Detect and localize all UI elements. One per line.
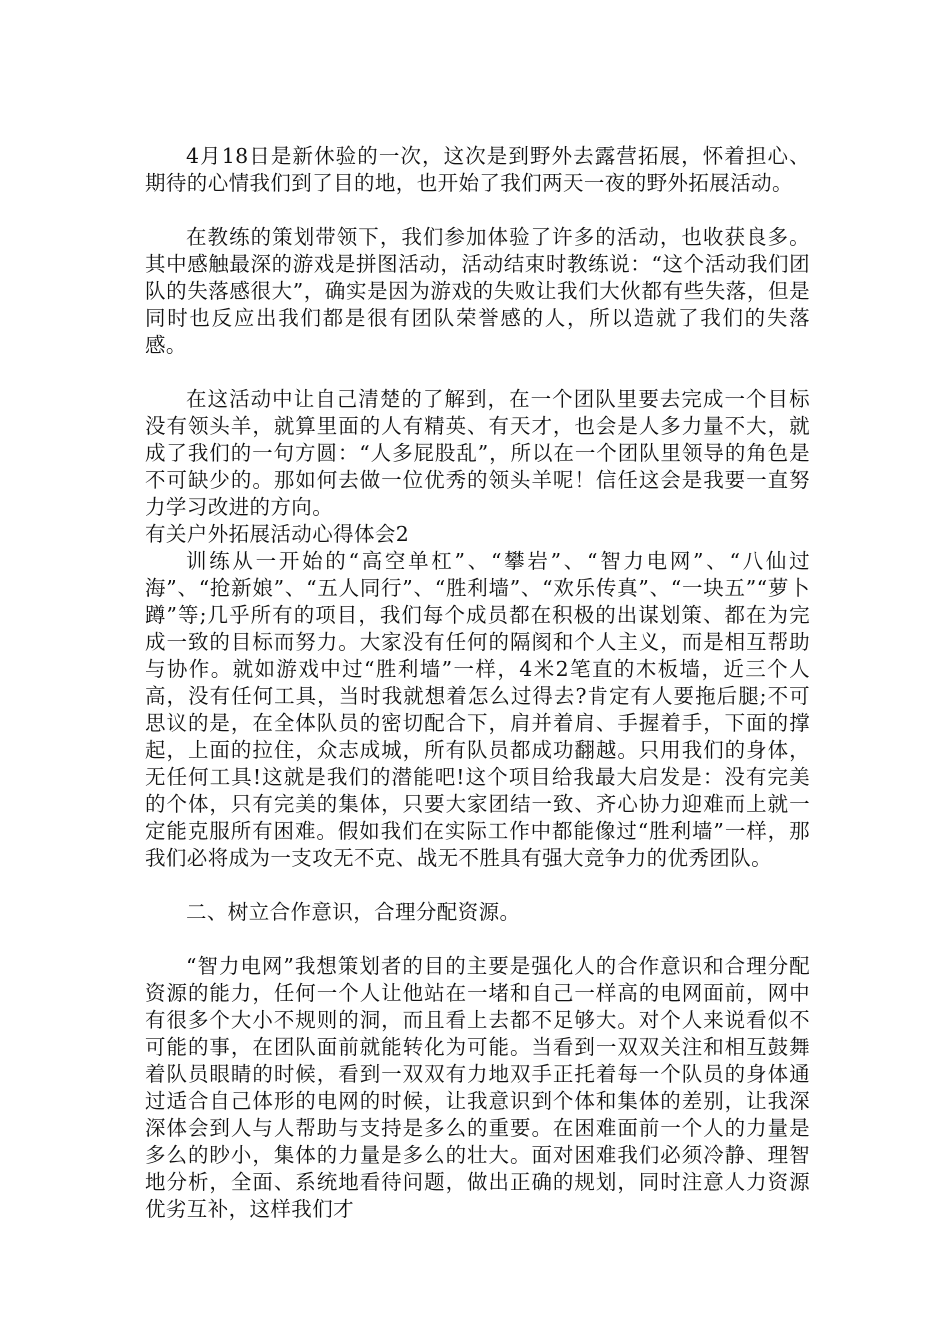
paragraph-training: 训练从一开始的“高空单杠”、“攀岩”、“智力电网”、“八仙过海”、“抢新娘”、“五人同行”、“胜利墙”、“欢乐传真”、“一块五”“萝卜蹲”等;几乎所有的项目，我们每个成员都在积极的出谋划策、都在为完成一致的目标而努力。大家没有任何的隔阂和个人主义，而是相互帮助与协作。就如游戏中过“胜利墙”一样，4米2笔直的木板墙，近三个人高，没有任何工具，当时我就想着怎么过得去?肯定有人要拖后腿;不可思议的是，在全体队员的密切配合下，肩并着肩、手握着手，下面的撑起，上面的拉住，众志成城，所有队员都成功翻越。只用我们的身体，无任何工具!这就是我们的潜能吧!这个项目给我最大启发是：没有完美的个体，只有完美的集体，只要大家团结一致、齐心协力迎难而上就一定能克服所有困难。假如我们在实际工作中都能像过“胜利墙”一样，那我们必将成为一支攻无不克、战无不胜具有强大竞争力的优秀团队。 [145,549,810,870]
section-heading: 有关户外拓展活动心得体会2 [145,522,410,546]
paragraph-leadership: 在这活动中让自己清楚的了解到，在一个团队里要去完成一个目标没有领头羊，就算里面的人有精英、有天才，也会是人多力量不大，就成了我们的一句方圆：“人多屁股乱”，所以在一个团队里领导的角色是不可缺少的。那如何去做一位优秀的领头羊呢！信任这会是我要一直努力学习改进的方向。 [145,387,810,519]
subheading-cooperation: 二、树立合作意识，合理分配资源。 [186,900,521,924]
document-page [145,143,810,1223]
paragraph-coach-activity: 在教练的策划带领下，我们参加体验了许多的活动，也收获良多。其中感触最深的游戏是拼图活动，活动结束时教练说：“这个活动我们团队的失落感很大”，确实是因为游戏的失败让我们大伙都有些失落，但是同时也反应出我们都是很有团队荣誉感的人，所以造就了我们的失落感。 [145,225,810,357]
paragraph-intro: 4月18日是新休验的一次，这次是到野外去露营拓展，怀着担心、期待的心情我们到了目的地，也开始了我们两天一夜的野外拓展活动。 [145,144,810,195]
paragraph-electric-net: “智力电网”我想策划者的目的主要是强化人的合作意识和合理分配资源的能力，任何一个人让他站在一堵和自己一样高的电网面前，网中有很多个大小不规则的洞，而且看上去都不足够大。对个人来说看似不可能的事，在团队面前就能转化为可能。当看到一双双关注和相互鼓舞着队员眼睛的时候，看到一双双有力地双手正托着每一个队员的身体通过适合自己体形的电网的时候，让我意识到个体和集体的差别，让我深深体会到人与人帮助与支持是多么的重要。在困难面前一个人的力量是多么的眇小，集体的力量是多么的壮大。面对困难我们必须冷静、理智地分析，全面、系统地看待问题，做出正确的规划，同时注意人力资源优劣互补，这样我们才 [145,954,810,1221]
